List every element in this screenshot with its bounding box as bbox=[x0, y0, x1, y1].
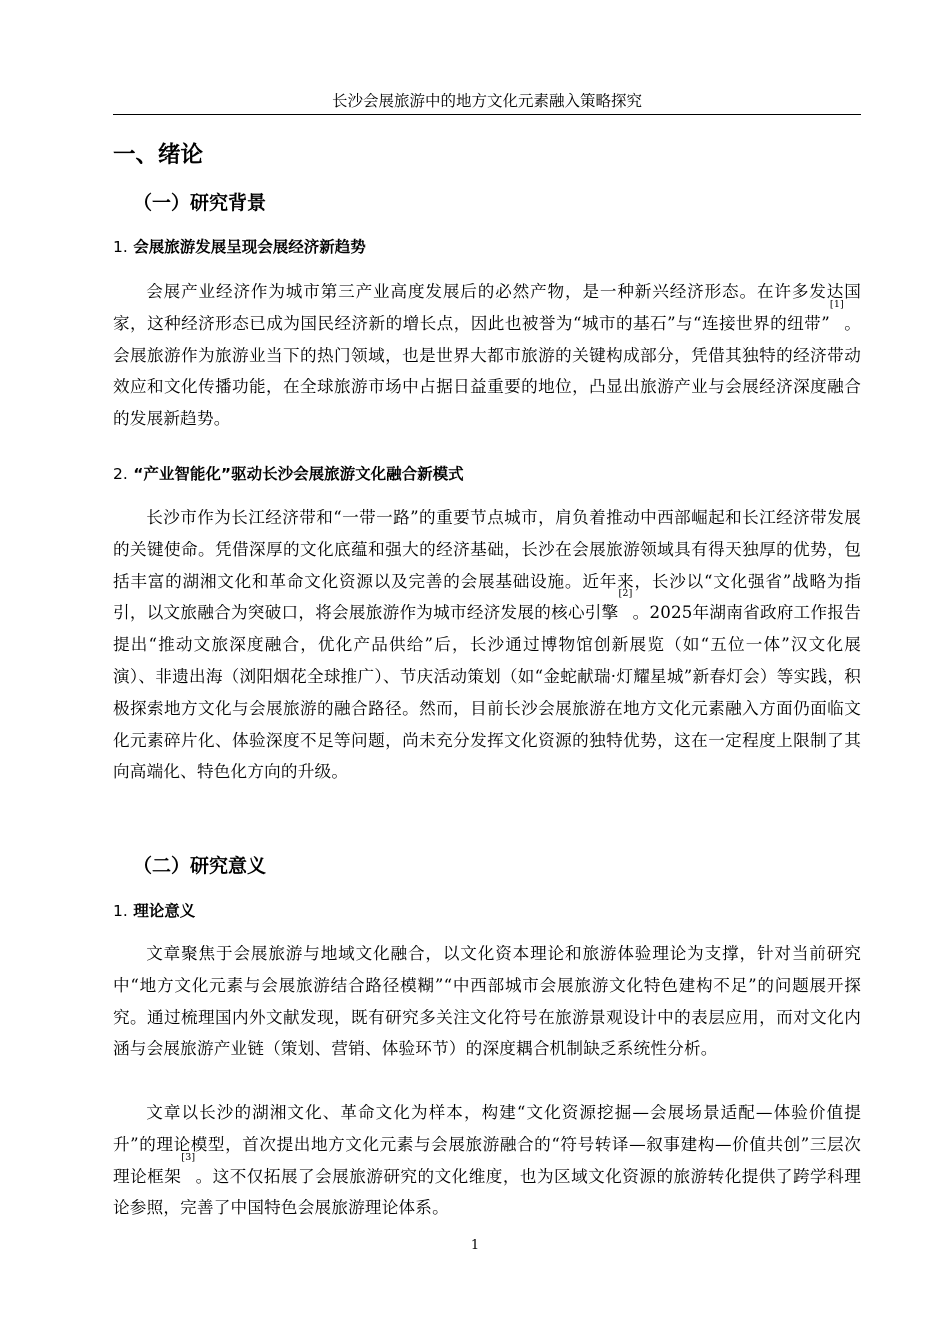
section-heading-background: （一）研究背景 bbox=[133, 192, 267, 214]
citation-ref: [3] bbox=[181, 1151, 196, 1163]
subsection-number: 1. bbox=[113, 238, 128, 256]
subsection-number: 2. bbox=[113, 465, 128, 483]
citation-ref: [1] bbox=[829, 298, 844, 310]
subsection-title: 会展旅游发展呈现会展经济新趋势 bbox=[133, 238, 366, 256]
running-header: 长沙会展旅游中的地方文化元素融入策略探究 bbox=[331, 92, 642, 110]
page-number: 1 bbox=[470, 1238, 480, 1253]
paragraph-1 bbox=[113, 276, 861, 435]
subsection-heading-theory bbox=[113, 900, 195, 922]
paragraph-text: 。这不仅拓展了会展旅游研究的文化维度，也为区域文化资源的旅游转化提供了跨学科理论参照，完善了中国特色会展旅游理论体系。 bbox=[113, 1166, 861, 1218]
paragraph-text: 文章以长沙的湖湘文化、革命文化为样本，构建“文化资源挖掘—会展场景适配—体验价值提升”的理论模型，首次提出地方文化元素与会展旅游融合的“符号转译—叙事建构—价值共创”三层次理论框架 bbox=[113, 1103, 861, 1186]
paragraph-text: 。会展旅游作为旅游业当下的热门领域，也是世界大都市旅游的关键构成部分，凭借其独特的经济带动效应和文化传播功能，在全球旅游市场中占据日益重要的地位，凸显出旅游产业与会展经济深度融合的发展新趋势。 bbox=[113, 313, 862, 429]
paragraph-text: 。2025年湖南省政府工作报告提出“推动文旅深度融合，优化产品供给”后，长沙通过博物馆创新展览（如“五位一体”汉文化展演）、非遗出海（浏阳烟花全球推广）、节庆活动策划（如“金蛇献瑞·灯耀星城”新春灯会）等实践，积极探索地方文化与会展旅游的融合路径。然而，目前长沙会展旅游在地方文化元素融入方面仍面临文化元素碎片化、体验深度不足等问题，尚未充分发挥文化资源的独特优势，这在一定程度上限制了其向高端化、特色化方向的升级。 bbox=[113, 603, 861, 782]
section-heading-significance: （二）研究意义 bbox=[133, 855, 267, 877]
subsection-heading-2 bbox=[113, 463, 464, 485]
paragraph-3: 文章聚焦于会展旅游与地域文化融合，以文化资本理论和旅游体验理论为支撑，针对当前研究中“地方文化元素与会展旅游结合路径模糊”“中西部城市会展旅游文化特色建构不足”的问题展开探究。通过梳理国内外文献发现，既有研究多关注文化符号在旅游景观设计中的表层应用，而对文化内涵与会展旅游产业链（策划、营销、体验环节）的深度耦合机制缺乏系统性分析。 bbox=[113, 944, 861, 1059]
subsection-title: “产业智能化”驱动长沙会展旅游文化融合新模式 bbox=[133, 465, 464, 483]
paragraph-text: 会展产业经济作为城市第三产业高度发展后的必然产物，是一种新兴经济形态。在许多发达国家，这种经济形态已成为国民经济新的增长点，因此也被誉为“城市的基石”与“连接世界的纽带” bbox=[113, 282, 861, 333]
citation-ref: [2] bbox=[618, 588, 633, 600]
paragraph-text: 长沙市作为长江经济带和“一带一路”的重要节点城市，肩负着推动中西部崛起和长江经济带发展的关键使命。凭借深厚的文化底蕴和强大的经济基础，长沙在会展旅游领域具有得天独厚的优势，包括丰富的湖湘文化和革命文化资源以及完善的会展基础设施。近年来，长沙以“文化强省”战略为指引，以文旅融合为突破口，将会展旅游作为城市经济发展的核心引擎 bbox=[113, 508, 861, 623]
paragraph-2 bbox=[113, 502, 861, 788]
chapter-title: 一、绪论 bbox=[113, 142, 204, 168]
subsection-title: 理论意义 bbox=[133, 902, 196, 920]
paragraph-4 bbox=[113, 1097, 861, 1224]
subsection-number: 1. bbox=[113, 902, 128, 920]
header-rule bbox=[113, 114, 861, 115]
subsection-heading-1 bbox=[113, 236, 366, 258]
